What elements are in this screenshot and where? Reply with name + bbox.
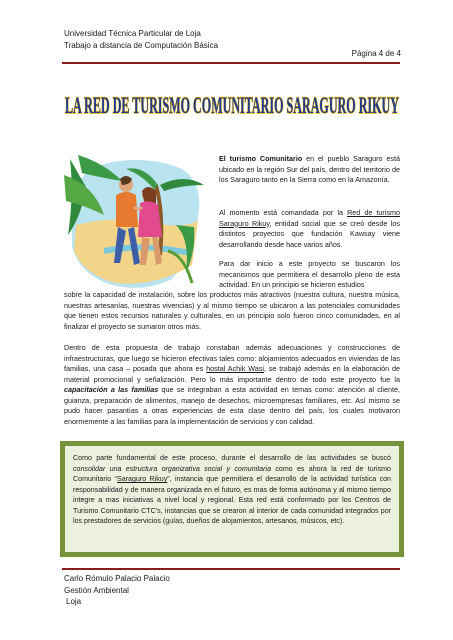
- wordart-title: [62, 92, 402, 116]
- document-footer: [64, 573, 170, 608]
- document-header: [64, 28, 218, 52]
- footer-author: Carlo Rómulo Palacio Palacio: [64, 574, 170, 583]
- beach-couple-illustration: [64, 155, 206, 293]
- link-saraguro-rikuy[interactable]: Saraguro Rikuy: [116, 475, 168, 483]
- link-hostal[interactable]: hostal Achik Wasi: [206, 364, 264, 373]
- footer-rule: [62, 568, 400, 570]
- emphasis-capacitacion: capacitación a las familias: [64, 385, 159, 394]
- footer-city: Loja: [66, 597, 82, 606]
- highlight-box: [60, 441, 404, 557]
- paragraph-intro: El turismo Comunitario en el pueblo Saraguro está ubicado en la región Sur del país, dentro del territorio de los Saraguro tanto en la Sierra como en la Amazonía.: [219, 154, 401, 184]
- emphasis-estructura: consolidar una estructura organizativa social y comunitaria: [73, 464, 272, 473]
- header-rule: [62, 62, 400, 64]
- header-institution: Universidad Técnica Particular de Loja: [64, 29, 201, 38]
- footer-subject: Gestión Ambiental: [64, 585, 129, 595]
- intro-bold-term: El turismo Comunitario: [219, 154, 303, 163]
- title-text: LA RED DE TURISMO COMUNITARIO SARAGURO RIKUY: [65, 93, 400, 116]
- header-course: Trabajo a distancia de Computación Básica: [64, 41, 219, 50]
- page-number: Página 4 de 4: [351, 49, 401, 58]
- paragraph-propuesta: Dentro de esta propuesta de trabajo constaban además adecuaciones y construcciones de infraestructuras, que luego se hicieron efectivas tales como: alojamientos adecuados en viviendas de las familias, una casa – posada que ahora es hostal Achik Wasi, se trabajó además en la elaboración de material promocional y señalización. Pero lo más importante dentro de todo este proyecto fue la capacitación a las familias que se integraban a esta actividad en temas como: atención al cliente, guianza, preparación de alimentos, manejo de desechos, microempresas familiares, etc. Así mismo se pudo hacer pasantías a otras experiencias de esta clase dentro del país, los cuales motivaron enormemente a las familias para la implementación de servicios y con calidad.: [64, 343, 400, 426]
- paragraph-red-turismo: Al momento está comandada por la Red de turismo Saraguro Rikuy, entidad social que se creó desde los distintos proyectos que fundación Kawsay viene desarrollando desde hace varios años.: [219, 208, 400, 249]
- paragraph-estudios: sobre la capacidad de instalación, sobre los productos más atractivos (nuestra cultura, nuestra música, nuestras artesanías, nuestras vivencias) y al mismo tiempo se ubicaron a las potenciales comunidades que tienen estos recursos naturales y culturales, en un principio solo fueron cinco comunidades, en al finalizar el proyecto se sumaron otros más.: [64, 290, 400, 331]
- paragraph-inicio: Para dar inicio a este proyecto se buscaron los mecanismos que permitiera el desarrollo pleno de esta actividad. En un principio se hicieron estudios: [219, 259, 400, 289]
- link-red-turismo[interactable]: Red de turismo Saraguro Rikuy: [219, 208, 400, 228]
- highlight-box-text: Como parte fundamental de este proceso, durante el desarrollo de las actividades se buscó consolidar una estructura organizativa social y comunitaria como es ahora la red de turismo Comunitario “Saraguro Rikuy”, instancia que permitiera el desarrollo de la actividad turística con responsabilidad y de manera organizada en el futuro, es mas de forma autónoma y al mismo tiempo integre a mas iniciativas a nivel local y regional. Esta red está conformado por los Centros de Turismo Comunitario CTC’s, instancias que se crearon al interior de cada comunidad integrados por los prestadores de servicios (guías, dueños de alojamientos, artesanos, músicos, etc).: [65, 446, 399, 552]
